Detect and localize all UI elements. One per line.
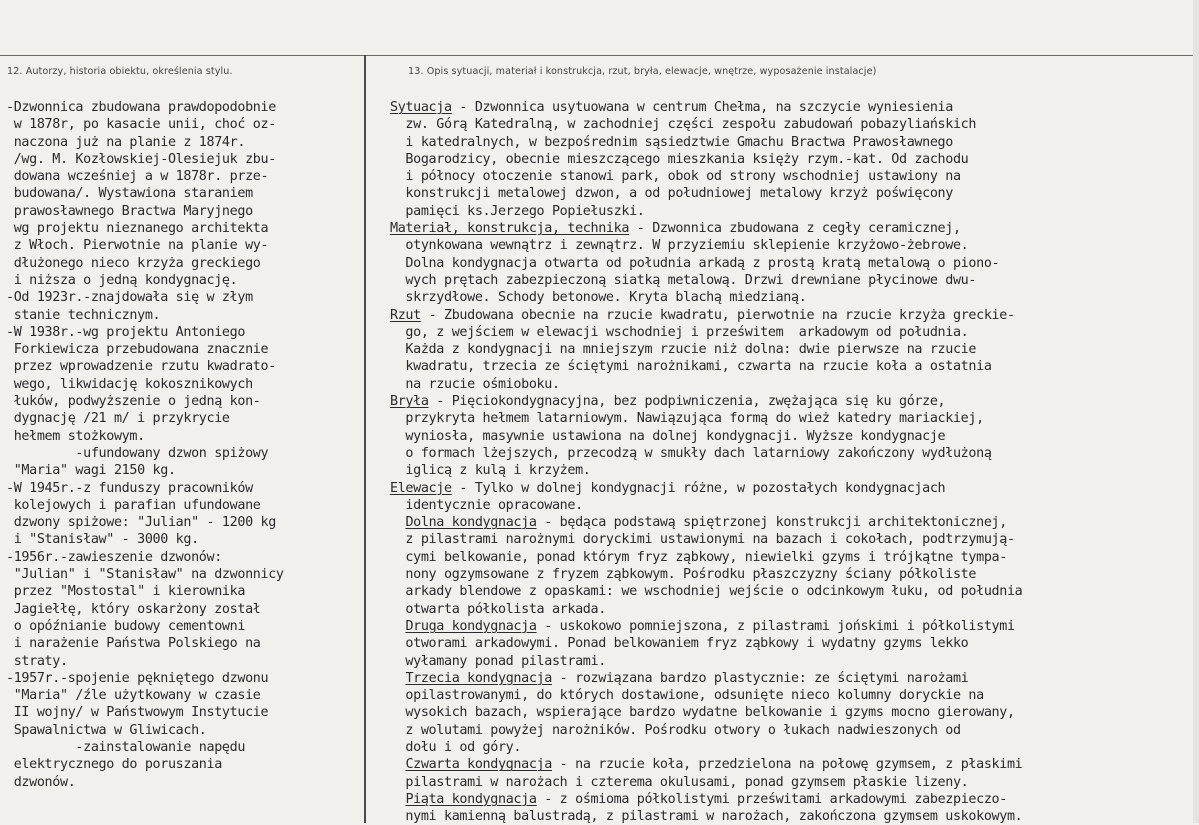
line-text: wysokich bazach, wspierające bardzo wydatne belkowanie i gzyms mocno gierowany, xyxy=(390,705,1015,721)
line-text: - Dzwonnica zbudowana z cegły ceramicznej, xyxy=(629,221,961,237)
history-line: "Maria" wagi 2150 kg. xyxy=(6,463,176,479)
description-line xyxy=(390,722,1022,739)
section-12-header: 12. Autorzy, historia obiektu, określenia stylu. xyxy=(7,66,233,77)
top-rule xyxy=(0,55,1199,56)
section-heading: Czwarta kondygnacja xyxy=(405,757,552,773)
line-text: - uskokowo pomniejszona, z pilastrami jońskimi i półkolistymi xyxy=(536,618,1015,634)
history-line: z Włoch. Pierwotnie na planie wy- xyxy=(6,238,269,254)
description-line xyxy=(390,756,1022,773)
description-line xyxy=(390,203,1022,220)
line-text: - Pięciokondygnacyjna, bez podpiwniczenia, zwężająca się ku górze, xyxy=(428,394,946,410)
description-line xyxy=(390,445,1022,462)
description-line xyxy=(390,497,1022,514)
description-line xyxy=(390,289,1022,306)
line-text: i katedralnych, w bezpośrednim sąsiedztwie Gmachu Bractwa Prawosławnego xyxy=(390,134,953,150)
line-text: - na rzucie koła, przedzielona na połowę gzymsem, z płaskimi xyxy=(551,757,1023,773)
section-heading: Dolna kondygnacja xyxy=(405,515,537,531)
history-line: Forkiewicza przebudowana znacznie xyxy=(6,342,269,358)
description-line xyxy=(390,237,1022,254)
history-line: dygnację /21 m/ i przykrycie xyxy=(6,411,230,427)
line-text: cymi belkowanie, ponad którym fryz ząbkowy, niewielki gzyms i trójkątne tympa- xyxy=(390,549,1007,565)
description-line xyxy=(390,134,1022,151)
history-line: wego, likwidację kokosznikowych xyxy=(6,376,253,392)
line-text: pamięci ks.Jerzego Popiełuszki. xyxy=(390,203,645,219)
line-text: - Zbudowana obecnie na rzucie kwadratu, pierwotnie na rzucie krzyża greckie- xyxy=(420,307,1015,323)
description-line xyxy=(390,220,1022,237)
line-text: wych prętach zabezpieczoną siatką metalową. Drzwi drewniane płycinowe dwu- xyxy=(390,272,977,288)
description-line xyxy=(390,428,1022,445)
section-heading: Bryła xyxy=(390,394,429,410)
history-line: o opóźnianie budowy cementowni xyxy=(6,618,246,634)
history-line: Jagiełłę, który oskarżony został xyxy=(6,601,261,617)
description-line xyxy=(390,618,1022,635)
section-heading: Sytuacja xyxy=(390,100,452,115)
section-heading: Materiał, konstrukcja, technika xyxy=(390,221,630,237)
line-text: Bogarodzicy, obecnie mieszczącego mieszkania księży rzym.-kat. Od zachodu xyxy=(390,151,969,167)
line-text: arkady blendowe z opaskami: we wschodniej wejście o odcinkowym łuku, od południa xyxy=(390,584,1023,600)
line-text: - Dzwonnica usytuowana w centrum Chełma, na szczycie wyniesienia xyxy=(451,100,953,115)
history-line: -1957r.-spojenie pękniętego dzwonu xyxy=(6,670,269,686)
history-line: straty. xyxy=(6,653,68,669)
history-line: prawosławnego Bractwa Maryjnego xyxy=(6,203,253,219)
line-text: go, z wejściem w elewacji wschodniej i prześwitem arkadowym od południa. xyxy=(390,324,969,340)
line-text: pilastrami w narożach i czterema okulusami, ponad gzymsem płaskie lizeny. xyxy=(390,774,969,790)
line-text: nymi kamienną balustradą, z pilastrami w narożach, zakończona gzymsem uskokowym. xyxy=(390,809,1023,825)
description-line xyxy=(390,583,1022,600)
description-line xyxy=(390,601,1022,618)
description-line xyxy=(390,272,1022,289)
description-line xyxy=(390,687,1022,704)
history-line: dłużonego nieco krzyża greckiego xyxy=(6,255,261,271)
description-line xyxy=(390,393,1022,410)
line-text: nony ogzymsowane z fryzem ząbkowym. Pośrodku płaszczyzny ściany półkoliste xyxy=(390,567,977,583)
section-heading: Rzut xyxy=(390,307,421,323)
description-line xyxy=(390,307,1022,324)
section-heading: Elewacje xyxy=(390,480,452,496)
section-heading: Piąta kondygnacja xyxy=(405,791,537,807)
description-line xyxy=(390,635,1022,652)
history-line: przez wprowadzenie rzutu kwadrato- xyxy=(6,359,276,375)
line-text: wyłamany ponad pilastrami. xyxy=(390,653,606,669)
history-line: "Maria" /źle użytkowany w czasie xyxy=(6,688,261,704)
description-line xyxy=(390,358,1022,375)
description-line xyxy=(390,566,1022,583)
line-text: wyniosła, masywnie ustawiona na dolnej kondygnacji. Wyższe kondygnacje xyxy=(390,428,946,444)
history-line: -W 1938r.-wg projektu Antoniego xyxy=(6,324,246,340)
history-line: Spawalnictwa w Gliwicach. xyxy=(6,722,207,738)
line-text: dołu i od góry. xyxy=(390,739,522,755)
description-line xyxy=(390,168,1022,185)
description-line xyxy=(390,531,1022,548)
history-line: II wojny/ w Państwowym Instytucie xyxy=(6,705,269,721)
description-line xyxy=(390,99,1022,116)
line-text: z pilastrami narożnymi doryckimi ustawionymi na bazach i cokołach, podtrzymują- xyxy=(390,532,1015,548)
line-text: otynkowana wewnątrz i zewnątrz. W przyziemiu sklepienie krzyżowo-żebrowe. xyxy=(390,238,969,254)
line-text: przykryta hełmem latarniowym. Nawiązująca formą do wież katedry mariackiej, xyxy=(390,411,984,427)
history-line: dowana wcześniej a w 1878r. prze- xyxy=(6,169,269,185)
history-line: hełmem stożkowym. xyxy=(6,428,145,444)
section-heading: Trzecia kondygnacja xyxy=(405,670,552,686)
column-divider xyxy=(364,55,366,823)
description-line xyxy=(390,324,1022,341)
line-text: opilastrowanymi, do których dostawione, odsunięte nieco kolumny doryckie na xyxy=(390,688,984,704)
history-line: dzwony spiżowe: "Julian" - 1200 kg xyxy=(6,515,276,531)
description-line xyxy=(390,549,1022,566)
history-line: i narażenie Państwa Polskiego na xyxy=(6,636,261,652)
description-line xyxy=(390,410,1022,427)
description-line xyxy=(390,739,1022,756)
section-heading: Druga kondygnacja xyxy=(405,618,537,634)
line-text: skrzydłowe. Schody betonowe. Kryta blachą miedzianą. xyxy=(390,290,807,306)
history-line: dzwonów. xyxy=(6,774,76,790)
line-text: - będąca podstawą spiętrzonej konstrukcji architektonicznej, xyxy=(536,515,1007,531)
line-text: z wolutami powyżej narożników. Pośrodku otwory o łukach nadwieszonych od xyxy=(390,722,961,738)
history-line: -1956r.-zawieszenie dzwonów: xyxy=(6,549,222,565)
line-text: Każda z kondygnacji na mniejszym rzucie niż dolna: dwie pierwsze na rzucie xyxy=(390,342,977,358)
history-line: i "Stanisław" - 3000 kg. xyxy=(6,532,199,548)
history-column xyxy=(6,99,284,791)
line-text: Dolna kondygnacja otwarta od południa arkadą z prostą kratą metalową o piono- xyxy=(390,255,1000,271)
description-line xyxy=(390,116,1022,133)
description-line xyxy=(390,376,1022,393)
line-text: na rzucie ośmioboku. xyxy=(390,376,560,392)
line-text: iglicą z kulą i krzyżem. xyxy=(390,463,591,479)
history-line: -Od 1923r.-znajdowała się w złym xyxy=(6,290,253,306)
history-line: -zainstalowanie napędu xyxy=(6,739,246,755)
history-line: "Julian" i "Stanisław" na dzwonnicy xyxy=(6,567,284,583)
description-line xyxy=(390,791,1022,808)
history-line: łuków, podwyższenie o jedną kon- xyxy=(6,394,261,410)
description-line xyxy=(390,480,1022,497)
description-line xyxy=(390,255,1022,272)
line-text: o formach lżejszych, przecodzą w smukły dach latarniowy zakończony wydłużoną xyxy=(390,445,992,461)
description-line xyxy=(390,670,1022,687)
line-text: otwarta półkolista arkada. xyxy=(390,601,606,617)
line-text: - z ośmioma półkolistymi prześwitami arkadowymi zabezpieczo- xyxy=(536,791,1007,807)
line-text: konstrukcji metalowej dzwon, a od południowej metalowy krzyż poświęcony xyxy=(390,186,953,202)
description-line xyxy=(390,151,1022,168)
description-line xyxy=(390,341,1022,358)
history-line: budowana/. Wystawiona staraniem xyxy=(6,186,253,202)
history-line: naczona już na planie z 1874r. xyxy=(6,134,246,150)
history-line: przez "Mostostal" i kierownika xyxy=(6,584,246,600)
history-line: -Dzwonnica zbudowana prawdopodobnie xyxy=(6,100,276,115)
history-line: wg projektu nieznanego architekta xyxy=(6,221,269,237)
history-line: -ufundowany dzwon spiżowy xyxy=(6,445,269,461)
section-13-header: 13. Opis sytuacji, materiał i konstrukcja, rzut, bryła, elewacje, wnętrze, wyposażenie instalacje) xyxy=(408,66,877,77)
description-line xyxy=(390,774,1022,791)
card-edge xyxy=(1193,0,1199,823)
line-text: kwadratu, trzecia ze ściętymi narożnikami, czwarta na rzucie koła a ostatnia xyxy=(390,359,992,375)
line-text: otworami arkadowymi. Ponad belkowaniem fryz ząbkowy i wydatny gzyms lekko xyxy=(390,636,969,652)
line-text: identycznie opracowane. xyxy=(390,497,583,513)
line-text: - rozwiązana bardzo plastycznie: ze ściętymi narożami xyxy=(551,670,969,686)
description-line xyxy=(390,704,1022,721)
line-text: i północy otoczenie stanowi park, obok od strony wschodniej ustawiony na xyxy=(390,169,961,185)
description-line xyxy=(390,653,1022,670)
history-line: kolejowych i parafian ufundowane xyxy=(6,497,261,513)
description-line xyxy=(390,462,1022,479)
description-line xyxy=(390,514,1022,531)
line-text: - Tylko w dolnej kondygnacji różne, w pozostałych kondygnacjach xyxy=(451,480,946,496)
history-line: i niższa o jedną kondygnację. xyxy=(6,272,238,288)
history-line: w 1878r, po kasacie unii, choć oz- xyxy=(6,117,276,133)
history-line: elektrycznego do poruszania xyxy=(6,757,222,773)
line-text: zw. Górą Katedralną, w zachodniej części zespołu zabudowań pobazyliańskich xyxy=(390,117,977,133)
description-column xyxy=(390,99,1022,825)
description-line xyxy=(390,185,1022,202)
history-line: stanie technicznym. xyxy=(6,307,161,323)
history-line: /wg. M. Kozłowskiej-Olesiejuk zbu- xyxy=(6,151,276,167)
history-line: -W 1945r.-z funduszy pracowników xyxy=(6,480,253,496)
description-line xyxy=(390,808,1022,825)
